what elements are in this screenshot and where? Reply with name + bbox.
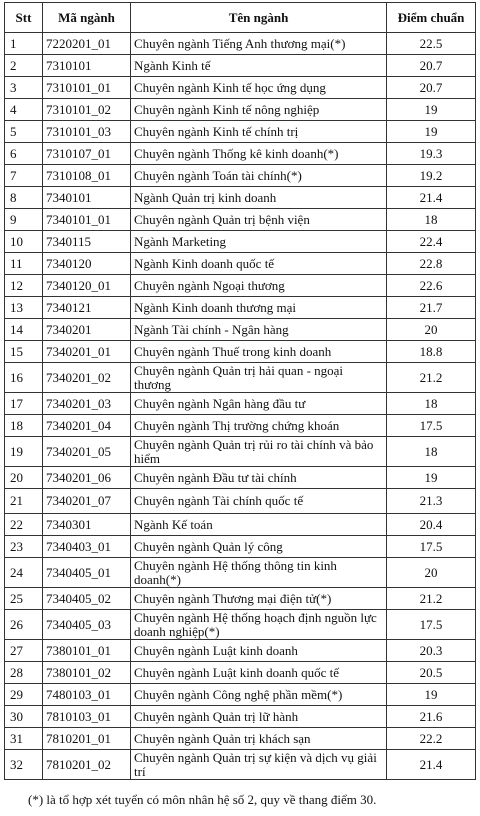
row-stt: 1 bbox=[5, 33, 43, 55]
row-score: 18 bbox=[387, 209, 476, 231]
row-name: Chuyên ngành Tài chính quốc tế bbox=[131, 489, 387, 514]
row-name: Chuyên ngành Quản trị rủi ro tài chính và bảo hiểm bbox=[131, 437, 387, 467]
row-stt: 18 bbox=[5, 415, 43, 437]
table-row bbox=[5, 437, 476, 467]
row-stt: 11 bbox=[5, 253, 43, 275]
row-code: 7310108_01 bbox=[43, 165, 131, 187]
row-score: 19 bbox=[387, 99, 476, 121]
row-stt: 30 bbox=[5, 706, 43, 728]
row-code: 7340405_03 bbox=[43, 610, 131, 640]
row-code: 7340201 bbox=[43, 319, 131, 341]
row-score: 19 bbox=[387, 684, 476, 706]
row-score: 22.2 bbox=[387, 728, 476, 750]
table-row bbox=[5, 55, 476, 77]
table-row bbox=[5, 467, 476, 489]
row-name: Chuyên ngành Quản lý công bbox=[131, 536, 387, 558]
row-stt: 31 bbox=[5, 728, 43, 750]
row-stt: 15 bbox=[5, 341, 43, 363]
row-name: Chuyên ngành Ngân hàng đầu tư bbox=[131, 393, 387, 415]
table-row bbox=[5, 231, 476, 253]
row-code: 7340101 bbox=[43, 187, 131, 209]
row-score: 20.5 bbox=[387, 662, 476, 684]
row-score: 20.3 bbox=[387, 640, 476, 662]
row-stt: 26 bbox=[5, 610, 43, 640]
row-name: Chuyên ngành Hệ thống hoạch định nguồn lực doanh nghiệp(*) bbox=[131, 610, 387, 640]
row-stt: 23 bbox=[5, 536, 43, 558]
row-name: Chuyên ngành Ngoại thương bbox=[131, 275, 387, 297]
table-row bbox=[5, 209, 476, 231]
row-score: 20 bbox=[387, 558, 476, 588]
table-row bbox=[5, 297, 476, 319]
row-name: Chuyên ngành Kinh tế nông nghiệp bbox=[131, 99, 387, 121]
footnote: (*) là tổ hợp xét tuyển có môn nhân hệ số 2, quy về thang điểm 30. bbox=[28, 792, 377, 807]
row-stt: 32 bbox=[5, 750, 43, 780]
row-stt: 2 bbox=[5, 55, 43, 77]
table-row bbox=[5, 610, 476, 640]
row-stt: 29 bbox=[5, 684, 43, 706]
row-score: 21.2 bbox=[387, 588, 476, 610]
row-score: 19 bbox=[387, 467, 476, 489]
row-name: Chuyên ngành Quản trị lữ hành bbox=[131, 706, 387, 728]
table-row bbox=[5, 415, 476, 437]
row-name: Chuyên ngành Thuế trong kinh doanh bbox=[131, 341, 387, 363]
row-name: Ngành Kinh tế bbox=[131, 55, 387, 77]
row-code: 7340201_07 bbox=[43, 489, 131, 514]
table-row bbox=[5, 121, 476, 143]
row-score: 21.7 bbox=[387, 297, 476, 319]
row-score: 20 bbox=[387, 319, 476, 341]
row-code: 7340405_01 bbox=[43, 558, 131, 588]
row-stt: 14 bbox=[5, 319, 43, 341]
row-name: Chuyên ngành Luật kinh doanh bbox=[131, 640, 387, 662]
table-row bbox=[5, 165, 476, 187]
table-row bbox=[5, 77, 476, 99]
row-name: Chuyên ngành Quản trị khách sạn bbox=[131, 728, 387, 750]
row-score: 18 bbox=[387, 393, 476, 415]
row-code: 7340201_06 bbox=[43, 467, 131, 489]
row-stt: 16 bbox=[5, 363, 43, 393]
table-row bbox=[5, 33, 476, 55]
row-name: Chuyên ngành Kinh tế học ứng dụng bbox=[131, 77, 387, 99]
header-score: Điểm chuẩn bbox=[387, 3, 476, 33]
row-name: Chuyên ngành Thống kê kinh doanh(*) bbox=[131, 143, 387, 165]
row-stt: 28 bbox=[5, 662, 43, 684]
row-code: 7310101_03 bbox=[43, 121, 131, 143]
row-name: Ngành Kế toán bbox=[131, 514, 387, 536]
table-row bbox=[5, 363, 476, 393]
table-row bbox=[5, 275, 476, 297]
table-row bbox=[5, 536, 476, 558]
row-code: 7310101_01 bbox=[43, 77, 131, 99]
row-score: 20.7 bbox=[387, 55, 476, 77]
row-stt: 4 bbox=[5, 99, 43, 121]
row-score: 21.6 bbox=[387, 706, 476, 728]
row-code: 7480103_01 bbox=[43, 684, 131, 706]
table-row bbox=[5, 253, 476, 275]
row-stt: 10 bbox=[5, 231, 43, 253]
row-name: Chuyên ngành Đầu tư tài chính bbox=[131, 467, 387, 489]
row-name: Chuyên ngành Quản trị bệnh viện bbox=[131, 209, 387, 231]
row-code: 7380101_02 bbox=[43, 662, 131, 684]
row-stt: 19 bbox=[5, 437, 43, 467]
row-stt: 24 bbox=[5, 558, 43, 588]
row-stt: 17 bbox=[5, 393, 43, 415]
table-row bbox=[5, 728, 476, 750]
row-code: 7380101_01 bbox=[43, 640, 131, 662]
row-name: Chuyên ngành Công nghệ phần mềm(*) bbox=[131, 684, 387, 706]
row-stt: 12 bbox=[5, 275, 43, 297]
row-stt: 25 bbox=[5, 588, 43, 610]
row-score: 21.3 bbox=[387, 489, 476, 514]
row-code: 7810103_01 bbox=[43, 706, 131, 728]
table-row bbox=[5, 684, 476, 706]
row-code: 7340301 bbox=[43, 514, 131, 536]
row-code: 7340201_05 bbox=[43, 437, 131, 467]
row-stt: 22 bbox=[5, 514, 43, 536]
row-score: 17.5 bbox=[387, 610, 476, 640]
row-code: 7340201_04 bbox=[43, 415, 131, 437]
row-score: 17.5 bbox=[387, 415, 476, 437]
table-row bbox=[5, 662, 476, 684]
table-row bbox=[5, 750, 476, 780]
row-code: 7340405_02 bbox=[43, 588, 131, 610]
row-score: 21.4 bbox=[387, 750, 476, 780]
table-row bbox=[5, 341, 476, 363]
row-name: Chuyên ngành Toán tài chính(*) bbox=[131, 165, 387, 187]
table-body bbox=[5, 33, 476, 780]
table-row bbox=[5, 489, 476, 514]
row-score: 22.6 bbox=[387, 275, 476, 297]
table-row bbox=[5, 588, 476, 610]
row-code: 7810201_02 bbox=[43, 750, 131, 780]
row-code: 7340201_03 bbox=[43, 393, 131, 415]
row-stt: 8 bbox=[5, 187, 43, 209]
row-stt: 7 bbox=[5, 165, 43, 187]
row-name: Chuyên ngành Tiếng Anh thương mại(*) bbox=[131, 33, 387, 55]
row-code: 7340101_01 bbox=[43, 209, 131, 231]
table-row bbox=[5, 706, 476, 728]
row-score: 21.2 bbox=[387, 363, 476, 393]
row-score: 22.8 bbox=[387, 253, 476, 275]
table-row bbox=[5, 558, 476, 588]
row-stt: 20 bbox=[5, 467, 43, 489]
row-name: Ngành Kinh doanh thương mại bbox=[131, 297, 387, 319]
row-score: 19 bbox=[387, 121, 476, 143]
row-code: 7310107_01 bbox=[43, 143, 131, 165]
row-code: 7340201_01 bbox=[43, 341, 131, 363]
row-score: 18 bbox=[387, 437, 476, 467]
row-code: 7220201_01 bbox=[43, 33, 131, 55]
row-score: 19.2 bbox=[387, 165, 476, 187]
table-row bbox=[5, 514, 476, 536]
row-code: 7340201_02 bbox=[43, 363, 131, 393]
table-row bbox=[5, 187, 476, 209]
row-name: Chuyên ngành Thị trường chứng khoán bbox=[131, 415, 387, 437]
row-name: Ngành Quản trị kinh doanh bbox=[131, 187, 387, 209]
header-code: Mã ngành bbox=[43, 3, 131, 33]
row-stt: 5 bbox=[5, 121, 43, 143]
row-code: 7810201_01 bbox=[43, 728, 131, 750]
table-row bbox=[5, 319, 476, 341]
row-name: Chuyên ngành Hệ thống thông tin kinh doanh(*) bbox=[131, 558, 387, 588]
row-name: Chuyên ngành Thương mại điện tử(*) bbox=[131, 588, 387, 610]
row-code: 7340115 bbox=[43, 231, 131, 253]
row-code: 7340121 bbox=[43, 297, 131, 319]
table-row bbox=[5, 99, 476, 121]
row-score: 22.4 bbox=[387, 231, 476, 253]
header-name: Tên ngành bbox=[131, 3, 387, 33]
row-score: 17.5 bbox=[387, 536, 476, 558]
row-score: 22.5 bbox=[387, 33, 476, 55]
row-name: Ngành Kinh doanh quốc tế bbox=[131, 253, 387, 275]
row-name: Ngành Tài chính - Ngân hàng bbox=[131, 319, 387, 341]
row-name: Chuyên ngành Luật kinh doanh quốc tế bbox=[131, 662, 387, 684]
table-row bbox=[5, 143, 476, 165]
row-stt: 27 bbox=[5, 640, 43, 662]
admission-score-table bbox=[4, 2, 476, 780]
row-name: Ngành Marketing bbox=[131, 231, 387, 253]
row-stt: 13 bbox=[5, 297, 43, 319]
row-score: 21.4 bbox=[387, 187, 476, 209]
row-score: 19.3 bbox=[387, 143, 476, 165]
row-name: Chuyên ngành Quản trị sự kiện và dịch vụ giải trí bbox=[131, 750, 387, 780]
row-name: Chuyên ngành Kinh tế chính trị bbox=[131, 121, 387, 143]
row-score: 18.8 bbox=[387, 341, 476, 363]
row-stt: 21 bbox=[5, 489, 43, 514]
row-score: 20.4 bbox=[387, 514, 476, 536]
table-row bbox=[5, 393, 476, 415]
row-code: 7310101_02 bbox=[43, 99, 131, 121]
row-stt: 3 bbox=[5, 77, 43, 99]
table-header-row bbox=[5, 3, 476, 33]
row-stt: 9 bbox=[5, 209, 43, 231]
table-row bbox=[5, 640, 476, 662]
row-code: 7310101 bbox=[43, 55, 131, 77]
row-code: 7340403_01 bbox=[43, 536, 131, 558]
row-code: 7340120 bbox=[43, 253, 131, 275]
row-score: 20.7 bbox=[387, 77, 476, 99]
row-name: Chuyên ngành Quản trị hải quan - ngoại thương bbox=[131, 363, 387, 393]
header-stt: Stt bbox=[5, 3, 43, 33]
row-stt: 6 bbox=[5, 143, 43, 165]
row-code: 7340120_01 bbox=[43, 275, 131, 297]
